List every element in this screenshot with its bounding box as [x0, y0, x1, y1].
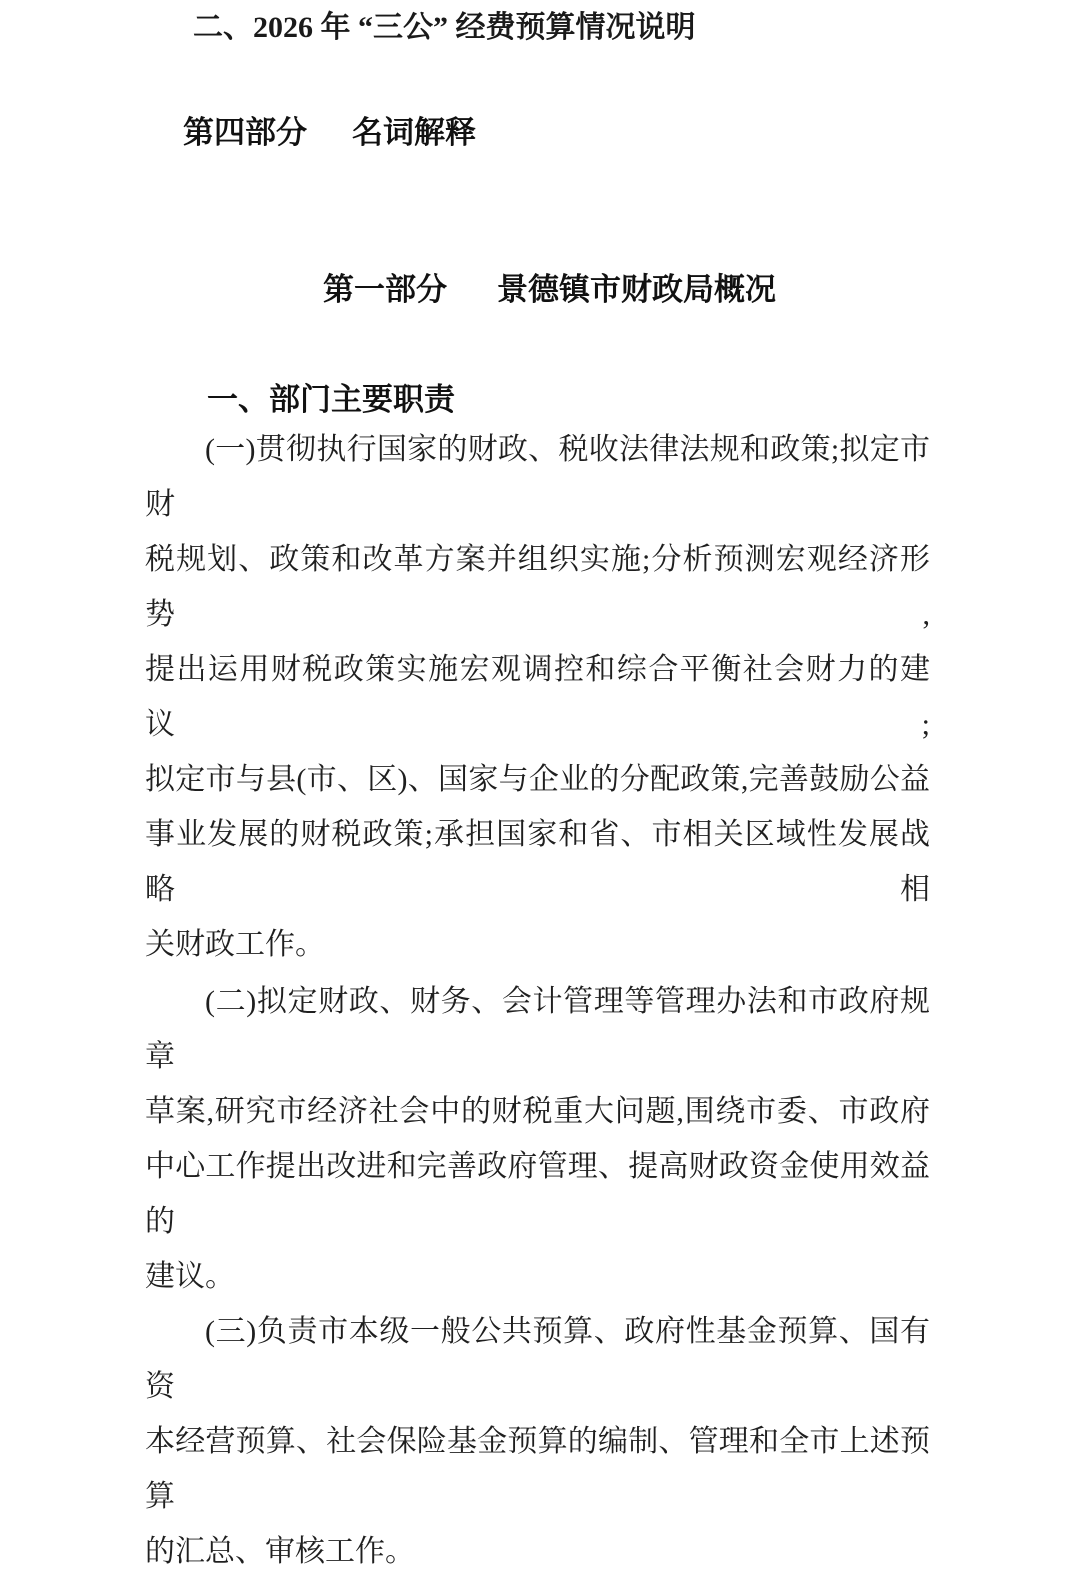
paragraph-line: 中心工作提出改进和完善政府管理、提高财政资金使用效益的: [145, 1150, 930, 1238]
part1-heading: [145, 268, 930, 312]
part4-heading: [145, 111, 930, 155]
part1-label: 第一部分: [323, 272, 447, 307]
paragraph-line: 建议。: [145, 1260, 235, 1293]
paragraph-line: 草案,研究市经济社会中的财税重大问题,围绕市委、市政府: [145, 1095, 930, 1128]
paragraph-line: 提出运用财税政策实施宏观调控和综合平衡社会财力的建议;: [145, 653, 930, 741]
section1-heading: 一、部门主要职责: [207, 382, 455, 417]
paragraph-duty-1: [145, 422, 930, 972]
paragraph-line: (一)贯彻执行国家的财政、税收法律法规和政策;拟定市财: [145, 433, 930, 521]
paragraph-line: 事业发展的财税政策;承担国家和省、市相关区域性发展战略相: [145, 818, 930, 906]
part4-title: 名词解释: [352, 115, 476, 150]
paragraph-line: 本经营预算、社会保险基金预算的编制、管理和全市上述预算: [145, 1425, 930, 1513]
paragraph-line: (二)拟定财政、财务、会计管理等管理办法和市政府规章: [145, 985, 930, 1073]
paragraph-line: 关财政工作。: [145, 928, 325, 961]
part4-label: 第四部分: [183, 115, 307, 150]
paragraph-duty-2: [145, 974, 930, 1304]
part1-title: 景德镇市财政局概况: [497, 272, 776, 307]
paragraph-line: (三)负责市本级一般公共预算、政府性基金预算、国有资: [145, 1315, 930, 1403]
paragraph-line: 税规划、政策和改革方案并组织实施;分析预测宏观经济形势,: [145, 543, 930, 631]
paragraph-line: 的汇总、审核工作。: [145, 1535, 415, 1568]
paragraph-duty-3: [145, 1304, 930, 1579]
paragraph-line: 拟定市与县(市、区)、国家与企业的分配政策,完善鼓励公益: [145, 763, 930, 796]
toc-item-sangong-budget: 二、2026 年 “三公” 经费预算情况说明: [193, 11, 696, 44]
